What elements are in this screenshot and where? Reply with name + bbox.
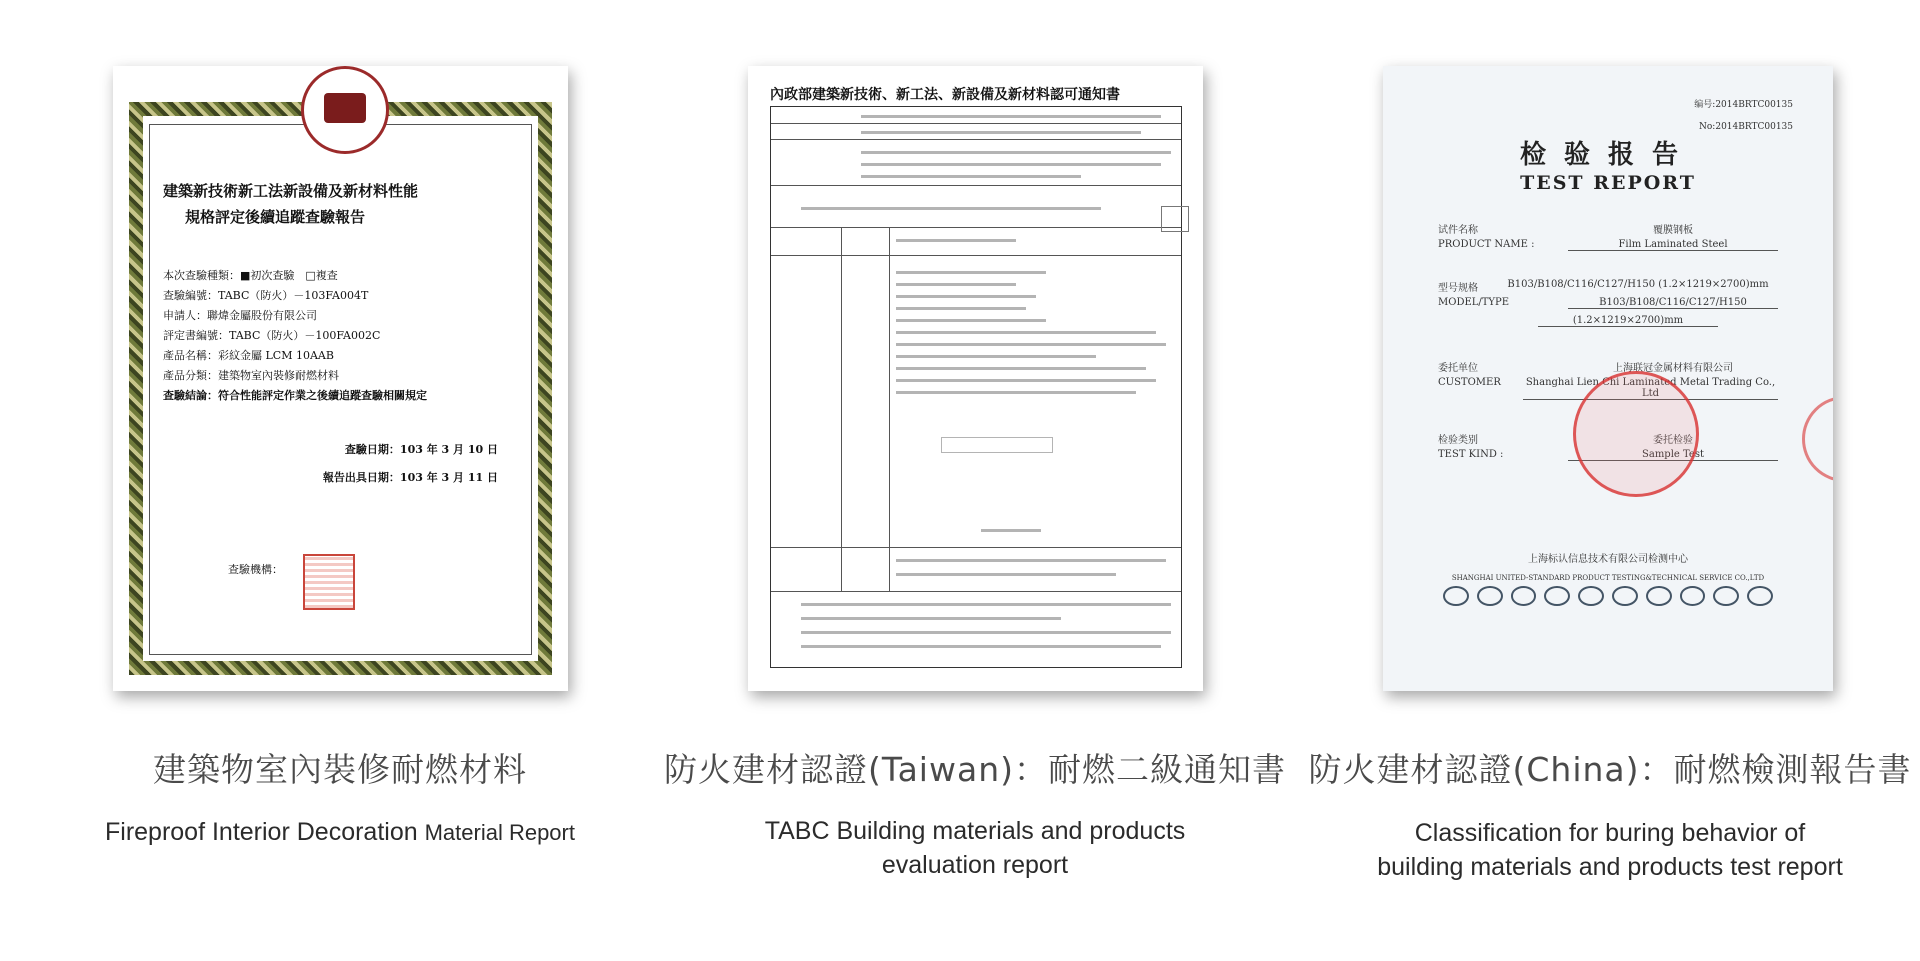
field-value: B103/B108/C116/C127/H150 bbox=[1568, 297, 1778, 309]
report-number-cn: 编号:2014BRTC00135 bbox=[1694, 100, 1793, 110]
field-value: B103/B108/C116/C127/H150 (1.2×1219×2700)mm bbox=[1507, 279, 1769, 290]
testing-center bbox=[1383, 551, 1833, 587]
certification-logos bbox=[1443, 586, 1773, 608]
field-row bbox=[1438, 239, 1778, 257]
inspection-date: 查驗日期：103 年 3 月 10 日 bbox=[344, 443, 498, 456]
detail-line: 申請人：聯煒金屬股份有限公司 bbox=[163, 309, 317, 322]
heading-line-2: 規格評定後續追蹤查驗報告 bbox=[185, 208, 366, 226]
cert-logo-icon bbox=[1578, 586, 1604, 606]
inspection-agency-label: 查驗機構： bbox=[228, 563, 283, 576]
cert-logo-icon bbox=[1443, 586, 1469, 606]
field-value: 委托检验 bbox=[1653, 435, 1693, 446]
red-company-seal bbox=[1573, 371, 1699, 497]
china-test-report-image[interactable] bbox=[1383, 66, 1833, 691]
field-key: 型号规格 bbox=[1438, 283, 1478, 294]
card-title: 建築物室內裝修耐燃材料 bbox=[153, 750, 527, 789]
report-title-cn: 检验报告 bbox=[1519, 140, 1696, 170]
heading-line-1: 建築新技術新工法新設備及新材料性能 bbox=[163, 182, 419, 200]
field-key: 委托单位 bbox=[1438, 363, 1478, 374]
field-value: 上海联冠金属材料有限公司 bbox=[1613, 363, 1733, 374]
report-number-en: No:2014BRTC00135 bbox=[1699, 122, 1793, 132]
taiwan-notice-document-image[interactable] bbox=[748, 66, 1203, 691]
field-row bbox=[1438, 297, 1778, 315]
field-row bbox=[1438, 279, 1778, 297]
cert-logo-icon bbox=[1680, 586, 1706, 606]
certificate-details bbox=[163, 266, 523, 406]
subtitle-line-1: Classification for buring behavior of bbox=[1414, 819, 1806, 847]
card-subtitle bbox=[20, 815, 660, 850]
field-value: (1.2×1219×2700)mm bbox=[1538, 315, 1718, 327]
fireproof-interior-certificate-image[interactable] bbox=[113, 66, 568, 691]
field-key: PRODUCT NAME : bbox=[1438, 239, 1535, 250]
certificate-dates bbox=[323, 436, 498, 492]
detail-line: 查驗結論：符合性能評定作業之後續追蹤查驗相關規定 bbox=[163, 389, 427, 402]
architecture-building-center-seal bbox=[301, 66, 389, 154]
card-subtitle bbox=[1290, 816, 1920, 884]
field-key: TEST KIND : bbox=[1438, 449, 1504, 460]
cert-logo-icon bbox=[1646, 586, 1672, 606]
field-key: MODEL/TYPE bbox=[1438, 297, 1510, 308]
cert-logo-icon bbox=[1612, 586, 1638, 606]
cert-logo-icon bbox=[1544, 586, 1570, 606]
detail-line: 本次查驗種類：■初次查驗 □複查 bbox=[163, 269, 338, 282]
field-row bbox=[1438, 221, 1778, 239]
field-key: 试件名称 bbox=[1438, 225, 1478, 236]
cert-logo-icon bbox=[1713, 586, 1739, 606]
subtitle-line-2: building materials and products test report bbox=[1377, 853, 1843, 881]
detail-line: 產品分類：建築物室內裝修耐燃材料 bbox=[163, 369, 339, 382]
card-title: 防火建材認證(Taiwan)：耐燃二級通知書 bbox=[664, 750, 1286, 789]
notice-form-grid bbox=[770, 106, 1182, 668]
field-key: CUSTOMER bbox=[1438, 377, 1501, 388]
card-subtitle bbox=[655, 814, 1295, 882]
red-stamp bbox=[303, 554, 355, 610]
field-row bbox=[1438, 359, 1778, 377]
field-key: 检验类别 bbox=[1438, 435, 1478, 446]
cert-logo-icon bbox=[1477, 586, 1503, 606]
subtitle-part-1: Fireproof Interior Decoration bbox=[105, 818, 418, 846]
report-date: 報告出具日期：103 年 3 月 11 日 bbox=[322, 471, 498, 484]
subtitle-line-1: TABC Building materials and products bbox=[764, 817, 1186, 845]
side-tag bbox=[1161, 206, 1189, 232]
field-value: Shanghai Lien Chi Laminated Metal Trading Co., Ltd bbox=[1523, 377, 1778, 400]
testing-center-en: SHANGHAI UNITED-STANDARD PRODUCT TESTING&TECHNICAL SERVICE CO.,LTD bbox=[1451, 574, 1765, 582]
report-title-en: TEST REPORT bbox=[1520, 172, 1696, 194]
cert-logo-icon bbox=[1511, 586, 1537, 606]
field-value: 覆膜钢板 bbox=[1653, 225, 1693, 236]
cert-logo-icon bbox=[1747, 586, 1773, 606]
field-value: Film Laminated Steel bbox=[1568, 239, 1778, 251]
report-number bbox=[1694, 94, 1793, 138]
subtitle-line-2: evaluation report bbox=[881, 851, 1069, 879]
certificate-heading bbox=[163, 178, 523, 230]
testing-center-cn: 上海标认信息技术有限公司检测中心 bbox=[1528, 554, 1688, 565]
field-value: Sample Test bbox=[1568, 449, 1778, 461]
subtitle-part-2: Material Report bbox=[424, 820, 575, 845]
partial-red-seal bbox=[1802, 396, 1833, 482]
detail-line: 查驗編號：TABC（防火）－103FA004T bbox=[163, 289, 369, 302]
field-row bbox=[1438, 315, 1778, 333]
detail-line: 評定書編號：TABC（防火）－100FA002C bbox=[163, 329, 381, 342]
notice-heading: 內政部建築新技術、新工法、新設備及新材料認可通知書 bbox=[770, 87, 1120, 103]
detail-line: 產品名稱：彩紋金屬 LCM 10AAB bbox=[163, 349, 334, 362]
card-title: 防火建材認證(China)：耐燃檢測報告書 bbox=[1308, 750, 1912, 789]
